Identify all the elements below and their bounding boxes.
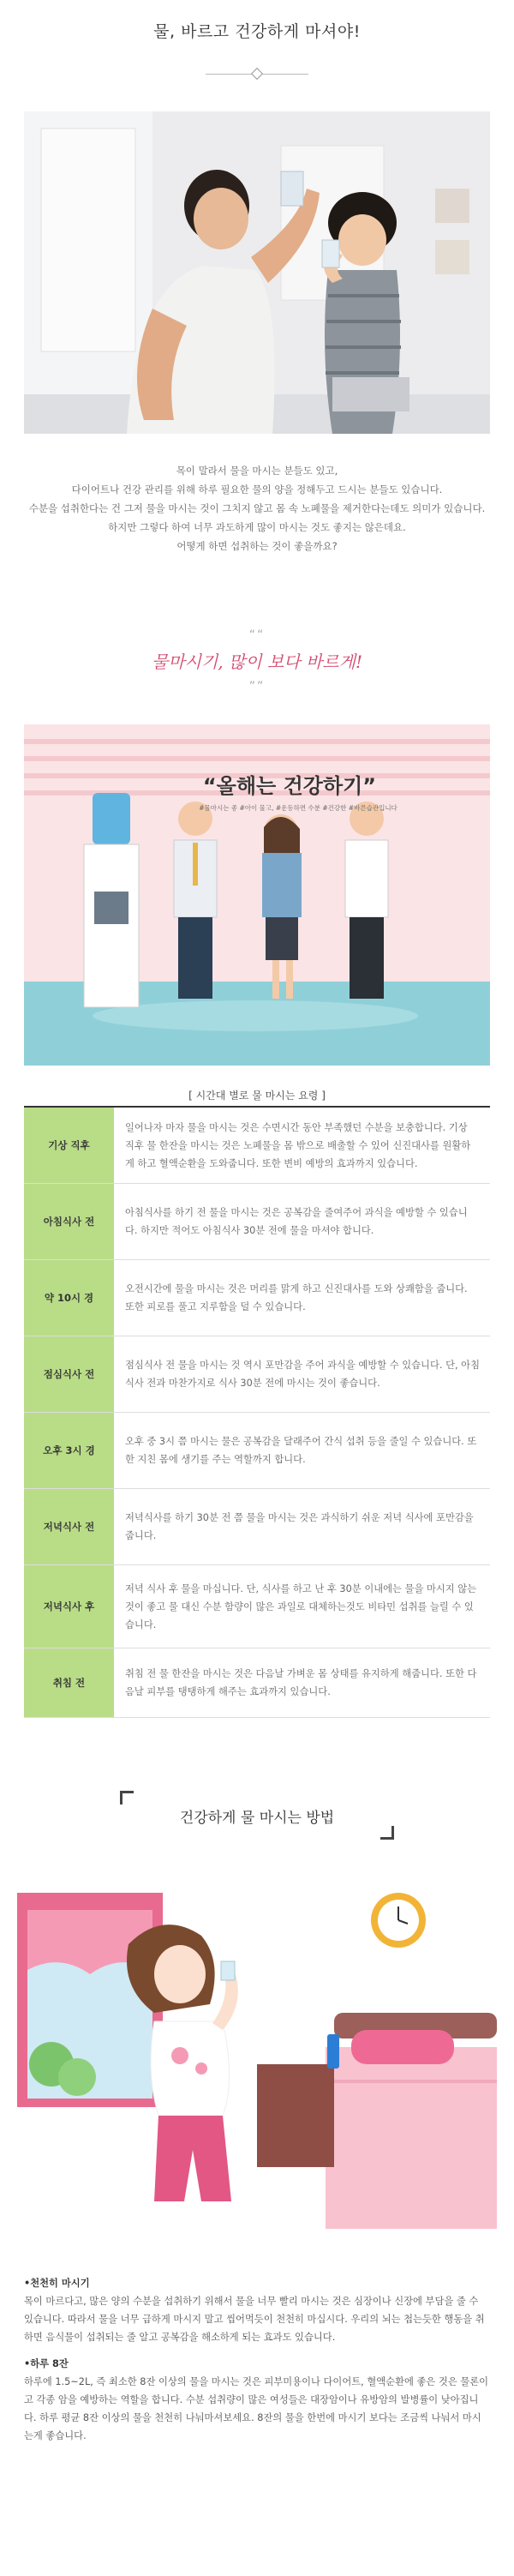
table-desc-cell: 점심식사 전 물을 마시는 것 역시 포만감을 주어 과식을 예방할 수 있습니다. 단, 아침식사 전과 마찬가지로 식사 30분 전에 마시는 것이 좋습니다. [125, 1360, 480, 1389]
table-time-cell: 약 10시 경 [24, 1260, 115, 1336]
table-time-cell: 저녁식사 전 [24, 1489, 115, 1564]
table-time-cell: 취침 전 [24, 1648, 115, 1717]
table-desc-cell: 취침 전 물 한잔을 마시는 것은 다음날 가벼운 몸 상태를 유지하게 해줍니다. 또한 다음날 피부를 탱탱하게 해주는 효과까지 있습니다. [125, 1668, 477, 1697]
father-son-drinking-photo [24, 111, 490, 434]
tip-body: 하루에 1.5~2L, 즉 최소한 8잔 이상의 물을 마시는 것은 피부미용이나 다이어트, 혈액순환에 좋은 것은 물론이고 각종 암을 예방하는 역할을 합니다. 수분 섭취량이 많은 여성들은 대장암이나 유방암의 발병률이 낮아집니다. 하루 평균 8잔 이상의 물을 천천히 나눠마셔보세요. 8잔의 물을 한번에 마시기 보다는 조금씩 나눠서 마시는게 좋습니다. [24, 2376, 489, 2441]
table-row [24, 1648, 490, 1718]
water-timing-table [24, 1106, 490, 1718]
table-time-cell: 저녁식사 후 [24, 1565, 115, 1648]
table-heading: [ 시간대 별로 물 마시는 요령 ] [188, 1090, 326, 1102]
quote-open-icon: ““ [248, 628, 266, 642]
table-row [24, 1565, 490, 1648]
table-desc-cell: 아침식사를 하기 전 물을 마시는 것은 공복감을 줄여주어 과식을 예방할 수 있습니다. 하지만 적어도 아침식사 30분 전에 물을 마셔야 합니다. [125, 1207, 468, 1236]
quote-close-icon: ”” [248, 680, 266, 694]
table-row [24, 1108, 490, 1184]
tip-body: 목이 마르다고, 많은 양의 수분을 섭취하기 위해서 물을 너무 빨리 마시는 것은 심장이나 신장에 부담을 줄 수 있습니다. 따라서 물을 너무 급하게 마시지 말고 씹어먹듯이 천천히 마십시다. 우리의 뇌는 첩는듯한 행동을 취하면 음식물이 섭취되는 줄 알고 공복감을 해소하게 되는 효과도 있습니다. [24, 2296, 485, 2343]
table-time-cell: 기상 직후 [24, 1108, 115, 1183]
tip-title: •하루 8잔 [24, 2358, 69, 2369]
banner-title: “올해는 건강하기” [202, 774, 377, 798]
table-row [24, 1336, 490, 1413]
bracket-top-left-icon [120, 1791, 134, 1804]
table-time-cell: 오후 3시 경 [24, 1413, 115, 1488]
section3-title: 건강하게 물 마시는 방법 [179, 1810, 335, 1827]
table-time-cell: 점심식사 전 [24, 1336, 115, 1412]
intro-paragraph [17, 461, 497, 555]
intro-line: 목이 말라서 물을 마시는 분들도 있고, [176, 465, 338, 477]
tips-section [24, 2274, 490, 2445]
section2-title: 물마시기, 많이 보다 바르게! [152, 652, 362, 672]
tip-title: •천천히 마시기 [24, 2278, 90, 2289]
table-row [24, 1184, 490, 1260]
table-desc-cell: 저녁 식사 후 물을 마십니다. 단, 식사를 하고 난 후 30분 이내에는 물을 마시지 않는것이 좋고 물 대신 수분 함량이 많은 과일로 대체하는것도 비타민 섭취를 늘릴 수 있습니다. [115, 1565, 490, 1648]
table-desc-cell: 저녁식사를 하기 30분 전 쯤 물을 마시는 것은 과식하기 쉬운 저녁 식사에 포만감을 줍니다. [125, 1512, 474, 1541]
banner-subtitle: #물마시는 좋 #아이 물고, #운동하면 수분 #건강한 #바른습관입니다 [199, 804, 397, 812]
table-time-cell: 아침식사 전 [24, 1184, 115, 1259]
intro-line: 어떻게 하면 섭취하는 것이 좋을까요? [176, 540, 338, 552]
table-row [24, 1260, 490, 1336]
bracket-bottom-right-icon [380, 1826, 394, 1840]
divider-diamond-icon [251, 68, 263, 80]
table-row [24, 1413, 490, 1489]
intro-line: 다이어트나 건강 관리를 위해 하루 필요한 물의 양을 정해두고 드시는 분들도 있습니다. [71, 483, 443, 495]
woman-drinking-illustration [17, 1876, 497, 2229]
table-desc-cell: 오후 중 3시 쯤 마시는 물은 공복감을 달래주어 간식 섭취 등을 줄일 수 있습니다. 또한 지친 몸에 생기를 주는 역할까지 합니다. [115, 1413, 490, 1488]
section1-title: 물, 바르고 건강하게 마셔야! [153, 22, 361, 41]
intro-line: 하지만 그렇다 하여 너무 과도하게 많이 마시는 것도 좋지는 않은데요. [108, 521, 406, 533]
table-desc-cell: 오전시간에 물을 마시는 것은 머리를 맑게 하고 신진대사를 도와 상쾌함을 줍니다. 또한 피로를 풀고 지루함을 덜 수 있습니다. [115, 1260, 490, 1336]
table-desc-cell: 일어나자 마자 물을 마시는 것은 수면시간 동안 부족했던 수분을 보충합니다. 기상 직후 물 한잔을 마시는 것은 노폐물을 몸 밖으로 배출할 수 있어 신진대사를 원활하게 하고 혈액순환을 도와줍니다. 또한 변비 예방의 효과까지 있습니다. [115, 1108, 490, 1183]
intro-line: 수분을 섭취한다는 건 그저 물을 마시는 것이 그치지 않고 몸 속 노폐물을 제거한다는데도 의미가 있습니다. [28, 502, 486, 514]
office-water-illustration [24, 724, 490, 1066]
table-row [24, 1489, 490, 1565]
